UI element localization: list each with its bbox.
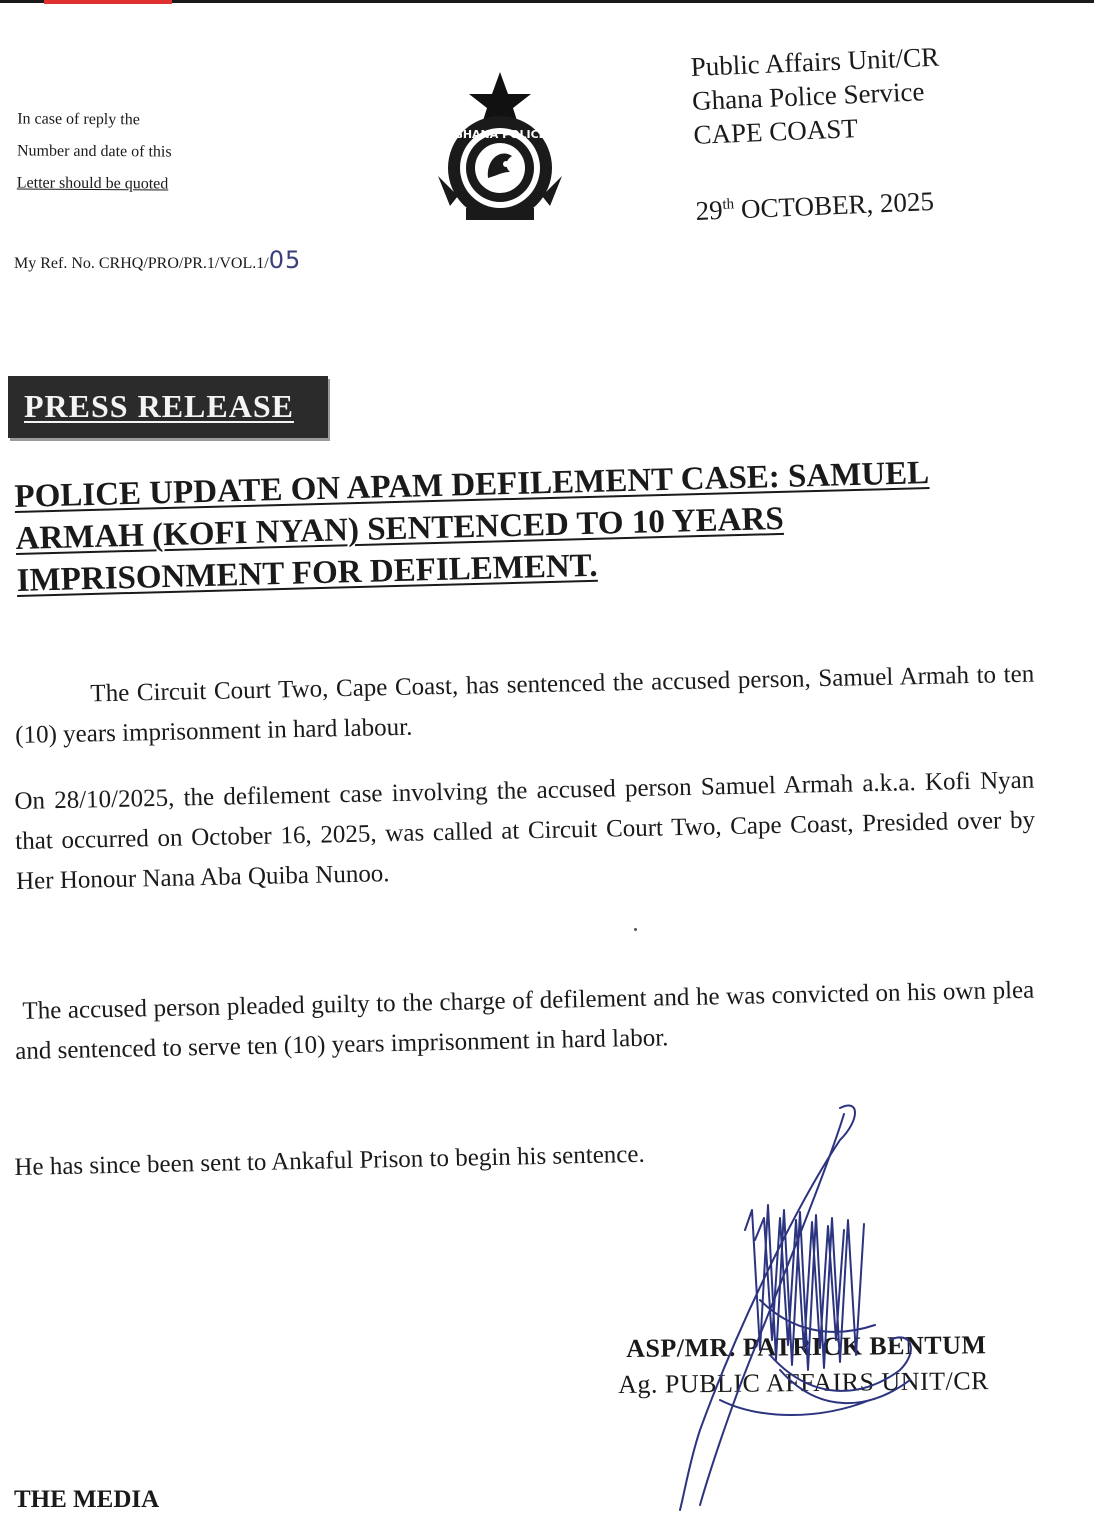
crest-label: GHANA POLICE [453,128,547,141]
body-paragraph-2: On 28/10/2025, the defilement case involving the accused person Samuel Armah a.k.a. Kofi Nyan that occurred on October 16, 2025, was called at Circuit Court Two, Cape Coast, Presided over by Her Honour Nana Aba Quiba Nunoo. [14,766,1036,895]
letter-date [695,186,935,227]
reply-note-line: In case of reply the [17,110,140,129]
reply-note [17,103,172,200]
signatory-name: ASP/MR. PATRICK BENTUM [626,1330,987,1363]
body-paragraph-1: The Circuit Court Two, Cape Coast, has sentenced the accused person, Samuel Armah to ten (10) years imprisonment in hard labour. [14,660,1035,749]
ghana-police-crest-icon [430,68,580,228]
address-line: CAPE COAST [692,113,859,150]
date-day: 29 [695,194,724,226]
press-release-banner [8,376,328,438]
date-rest: OCTOBER, 2025 [733,186,935,225]
handwritten-signature [660,1100,1060,1520]
reference-label: My Ref. No. CRHQ/PRO/PR.1/VOL.1/ [14,255,269,272]
address-line: Public Affairs Unit/CR [690,41,940,82]
recipient: THE MEDIA [14,1486,160,1513]
sender-address [690,40,943,152]
reply-note-line: Number and date of this [16,142,172,161]
headline-line: IMPRISONMENT FOR DEFILEMENT. [16,547,598,599]
headline-line: POLICE UPDATE ON APAM DEFILEMENT CASE: SAMUEL [14,455,930,515]
press-release-label: PRESS RELEASE [24,388,294,424]
body-paragraph-4: He has since been sent to Ankaful Prison to begin his sentence. [14,1140,645,1181]
signatory-title: Ag. PUBLIC AFFAIRS UNIT/CR [618,1366,990,1399]
top-accent-bar [44,0,172,4]
body-paragraph-3: The accused person pleaded guilty to the charge of defilement and he was convicted on his own plea and sentenced to serve ten (10) years imprisonment in hard labor. [14,976,1035,1065]
date-suffix: th [722,196,735,213]
stray-mark [634,928,637,931]
reference-number [14,246,301,274]
address-line: Ghana Police Service [691,76,925,116]
headline-line: ARMAH (KOFI NYAN) SENTENCED TO 10 YEARS [15,500,785,557]
reply-note-line: Letter should be quoted [16,174,169,193]
headline [14,451,977,602]
reference-handwritten-number: 05 [268,246,302,274]
